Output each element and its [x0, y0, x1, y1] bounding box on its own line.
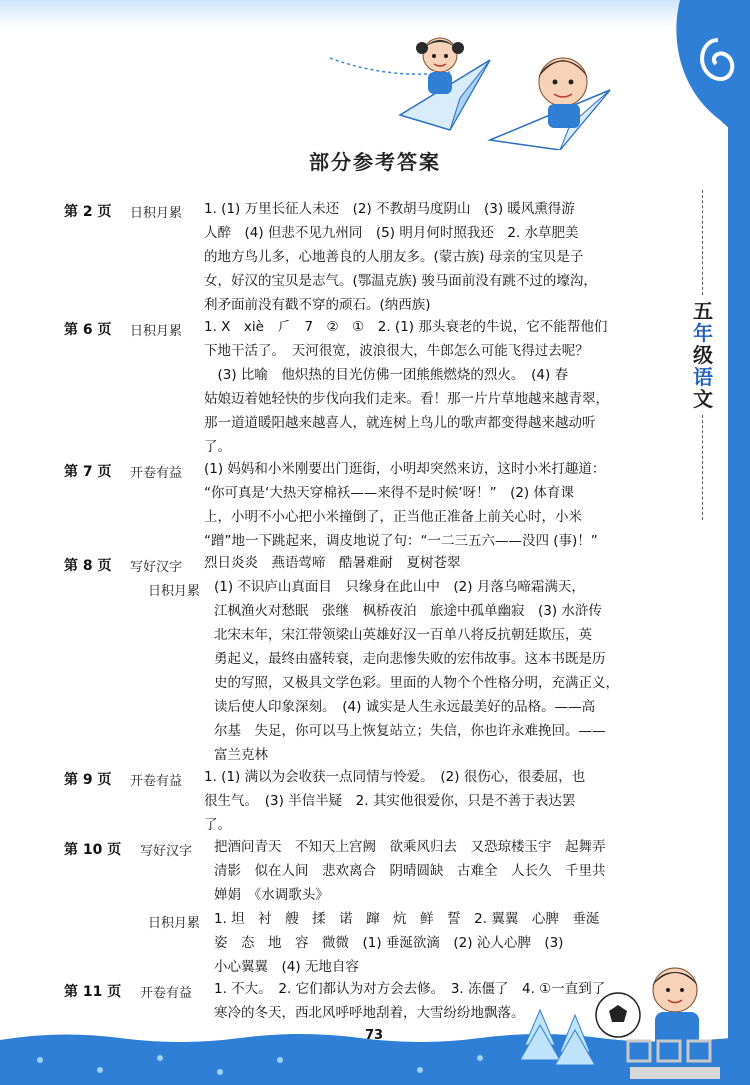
answer-line: 利矛面前没有戳不穿的顽石。(纳西族)	[204, 297, 431, 313]
page-ref: 第 10 页	[64, 842, 122, 858]
page-ref: 第 6 页	[64, 322, 112, 338]
answer-line: 清影 似在人间 悲欢离合 阴晴圆缺 古难全 人长久 千里共	[214, 863, 606, 879]
page-number	[357, 1024, 391, 1048]
answer-line: 1. (1) 满以为会收获一点同情与怜爱。 (2) 很伤心，很委屈，也	[204, 769, 586, 785]
answer-line: 姑娘迈着她轻快的步伐向我们走来。看！那一片片草地越来越青翠，	[204, 391, 609, 407]
page-title: 部分参考答案	[309, 150, 441, 174]
watermark-logo	[620, 1035, 730, 1085]
answer-line: 1. X xiè ⺁ 7 ② ① 2. (1) 那头衰老的牛说，它不能帮他们	[204, 319, 608, 335]
answer-line: 很生气。 (3) 半信半疑 2. 其实他很爱你，只是不善于表达罢	[204, 793, 576, 809]
side-divider-top	[702, 190, 704, 295]
answer-line: 寒冷的冬天，西北风呼呼地刮着，大雪纷纷地飘落。	[214, 1005, 525, 1021]
side-grade-label	[686, 300, 720, 410]
page-number-value: 73	[364, 1028, 384, 1043]
answer-line: 把酒问青天 不知天上宫阙 欲乘风归去 又恐琼楼玉宇 起舞弄	[214, 839, 606, 855]
answer-line: 女，好汉的宝贝是志气。(鄂温克族) 骏马面前没有跳不过的壕沟，	[204, 273, 597, 289]
answer-line: 烈日炎炎 燕语莺啼 酷暑难耐 夏树苍翠	[204, 555, 461, 571]
side-label-char: 年	[693, 321, 713, 345]
answer-line: 了。	[204, 439, 231, 455]
answer-line: 小心翼翼 (4) 无地自容	[214, 959, 359, 975]
answer-line: (1) 妈妈和小米刚要出门逛街，小明却突然来访，这时小米打趣道：	[204, 461, 606, 477]
page-ref: 第 2 页	[64, 204, 112, 220]
section-label: 开卷有益	[130, 466, 183, 481]
answer-line: 人醉 (4) 但悲不见九州同 (5) 明月何时照我还 2. 水草肥美	[204, 225, 579, 241]
answer-line: “你可真是‘大热天穿棉袄——来得不是时候’呀！” (2) 体育课	[204, 485, 574, 501]
section-label: 日积月累	[130, 324, 183, 339]
section-label: 写好汉字	[140, 844, 193, 859]
side-divider-bottom	[702, 415, 704, 520]
section-label: 日积月累	[148, 584, 201, 599]
answer-line: 下地干活了。 天河很宽，波浪很大，牛郎怎么可能飞得过去呢？	[204, 343, 589, 359]
side-label-char: 五	[693, 299, 713, 323]
answer-line: 姿 态 地 容 微微 (1) 垂涎欲滴 (2) 沁人心脾 (3)	[214, 935, 564, 951]
page-ref: 第 11 页	[64, 984, 122, 1000]
side-label-char: 语	[693, 365, 713, 389]
section-label: 开卷有益	[140, 986, 193, 1001]
answer-line: (3) 比喻 他炽热的目光仿佛一团熊熊燃烧的烈火。 (4) 春	[204, 367, 569, 383]
page-ref: 第 9 页	[64, 772, 112, 788]
page-ref: 第 7 页	[64, 464, 112, 480]
answer-line: 富兰克林	[214, 747, 268, 763]
section-label: 日积月累	[130, 206, 183, 221]
answer-line: 了。	[204, 817, 231, 833]
section-label: 开卷有益	[130, 774, 183, 789]
answer-line: 婵娟 《水调歌头》	[214, 887, 329, 903]
section-label: 写好汉字	[130, 560, 183, 575]
page-ref: 第 8 页	[64, 558, 112, 574]
header-illustration	[330, 20, 640, 150]
answer-line: (1) 不识庐山真面目 只缘身在此山中 (2) 月落乌啼霜满天，	[214, 579, 585, 595]
answer-line: 的地方鸟儿多，心地善良的人朋友多。(蒙古族) 母亲的宝贝是子	[204, 249, 584, 265]
section-label: 日积月累	[148, 916, 201, 931]
answer-line: 读后使人印象深刻。 (4) 诚实是人生永远最美好的品格。——高	[214, 699, 596, 715]
side-label-char: 文	[693, 387, 713, 411]
answer-line: 1. 坦 衬 艘 揉 诺 蹿 炕 鲜 誓 2. 翼翼 心脾 垂涎	[214, 911, 600, 927]
answer-line: 上，小明不小心把小米撞倒了，正当他正准备上前关心时，小米	[204, 509, 582, 525]
answer-line: 1. (1) 万里长征人未还 (2) 不教胡马度阴山 (3) 暖风熏得游	[204, 201, 575, 217]
side-label-char: 级	[693, 343, 713, 367]
answer-line: 勇起义，最终由盛转衰，走向悲惨失败的宏伟故事。这本书既是历	[214, 651, 606, 667]
answer-line: 尔基 失足，你可以马上恢复站立；失信，你也许永难挽回。——	[214, 723, 606, 739]
answer-line: 1. 不大。 2. 它们都认为对方会去修。 3. 冻僵了 4. ①一直到了	[214, 981, 606, 997]
answer-line: 江枫渔火对愁眠 张继 枫桥夜泊 旅途中孤单幽寂 (3) 水浒传	[214, 603, 602, 619]
answer-line: 北宋末年，宋江带领梁山英雄好汉一百单八将反抗朝廷欺压，英	[214, 627, 592, 643]
answer-line: “蹭”地一下跳起来，调皮地说了句：“一二三五六——没四 (事)！”	[204, 533, 598, 549]
answer-line: 史的写照，又极具文学色彩。里面的人物个个性格分明，充满正义，	[214, 675, 619, 691]
answer-line: 那一道道暖阳越来越喜人，就连树上鸟儿的歌声都变得越来越动听	[204, 415, 596, 431]
